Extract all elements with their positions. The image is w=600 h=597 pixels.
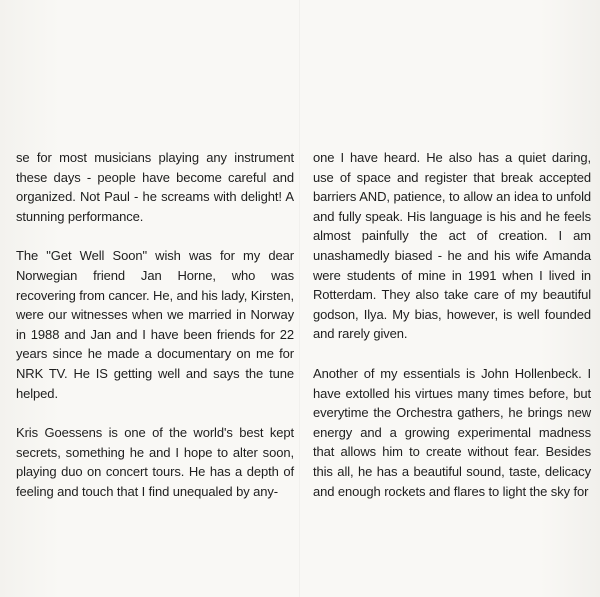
paragraph: The "Get Well Soon" wish was for my dear Norwegian friend Jan Horne, who was recovering from cancer. He, and his lady, Kirsten, were our witnesses when we married in Norway in 1988 and Jan and I have been friends for 22 years since he made a documentary on me for NRK TV. He IS getting well and says the tune helped. bbox=[16, 248, 294, 401]
paragraph: Kris Goessens is one of the world's best kept secrets, something he and I hope to alter soon, playing duo on concert tours. He has a depth of feeling and touch that I find unequaled by any- bbox=[16, 425, 294, 499]
paragraph: one I have heard. He also has a quiet daring, use of space and register that break accepted barriers AND, patience, to allow an idea to unfold and fully speak. His language is his and he feels almost painfully the act of creation. I am unashamedly biased - he and his wife Amanda were students of mine in 1991 when I lived in Rotterdam. They also take care of my beautiful godson, Ilya. My bias, however, is well founded and rarely given. bbox=[313, 150, 591, 342]
right-text-column bbox=[313, 148, 591, 521]
paragraph: se for most musicians playing any instrument these days - people have become careful and organized. Not Paul - he screams with delight! A stunning performance. bbox=[16, 150, 294, 224]
paragraph: Another of my essentials is John Hollenbeck. I have extolled his virtues many times before, but everytime the Orchestra gathers, he brings new energy and a growing experimental madness that allows him to create without fear. Besides this all, he has a beautiful sound, taste, delicacy and enough rockets and flares to light the sky for bbox=[313, 365, 591, 499]
page-fold bbox=[299, 0, 300, 597]
left-text-column bbox=[16, 148, 294, 522]
